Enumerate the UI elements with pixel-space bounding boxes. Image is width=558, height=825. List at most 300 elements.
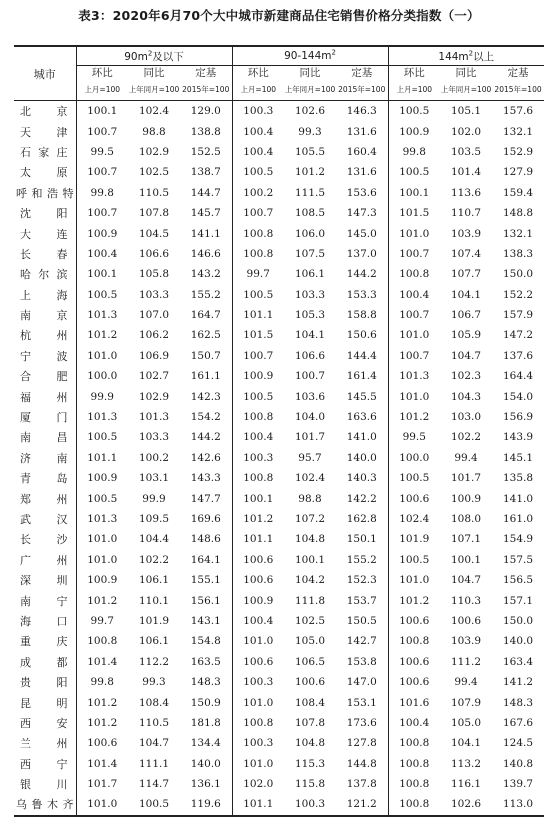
index-value-cell: 113.0 xyxy=(502,798,534,811)
index-value-cell: 142.7 xyxy=(336,631,388,651)
city-name-cell: 福州 xyxy=(14,386,76,406)
index-value-cell: 100.6 xyxy=(450,614,482,627)
sub-header-fixed: 定基 xyxy=(336,66,388,81)
index-value-cell: 143.9 xyxy=(502,431,534,444)
city-name-cell: 沈阳 xyxy=(14,203,76,223)
index-value-cell: 141.0 xyxy=(336,427,388,447)
index-value-cell: 106.6 xyxy=(138,247,170,260)
index-value-cell: 113.6 xyxy=(450,186,482,199)
city-name-cell: 银川 xyxy=(14,774,76,794)
index-value-cell: 101.1 xyxy=(243,798,274,811)
index-value-cell: 144.8 xyxy=(336,754,388,774)
index-value-cell: 100.4 xyxy=(243,125,274,138)
city-name-cell: 西宁 xyxy=(14,754,76,774)
index-value-cell: 101.0 xyxy=(87,553,118,566)
table-row xyxy=(14,611,544,631)
index-value-cell: 101.0 xyxy=(87,533,118,546)
index-value-cell: 106.2 xyxy=(138,329,170,342)
index-value-cell: 106.6 xyxy=(294,349,326,362)
index-value-cell: 157.5 xyxy=(502,553,534,566)
table-row xyxy=(14,305,544,325)
index-value-cell: 100.4 xyxy=(243,145,274,158)
index-value-cell: 107.8 xyxy=(294,716,326,729)
city-name-cell: 青岛 xyxy=(14,468,76,488)
index-value-cell: 101.3 xyxy=(87,513,118,525)
table-row xyxy=(14,692,544,712)
index-value-cell: 99.9 xyxy=(90,390,114,403)
index-value-cell: 103.3 xyxy=(138,288,170,301)
table-row xyxy=(14,244,544,264)
index-value-cell: 144.2 xyxy=(180,427,232,447)
index-value-cell: 137.0 xyxy=(336,244,388,264)
index-value-cell: 100.8 xyxy=(399,268,430,281)
city-name-cell: 太原 xyxy=(14,162,76,182)
index-value-cell: 101.0 xyxy=(399,574,430,587)
index-value-cell: 105.1 xyxy=(450,105,482,118)
index-value-cell: 104.7 xyxy=(450,349,482,362)
index-value-cell: 157.6 xyxy=(502,105,534,118)
city-name-cell: 长春 xyxy=(14,244,76,264)
index-value-cell: 153.8 xyxy=(336,652,388,672)
index-value-cell: 100.7 xyxy=(243,349,274,362)
index-value-cell: 101.2 xyxy=(87,716,118,729)
index-value-cell: 161.0 xyxy=(502,513,534,525)
index-value-cell: 163.5 xyxy=(180,652,232,672)
sub-header-fixed: 定基 xyxy=(180,66,232,81)
price-index-table xyxy=(14,45,544,817)
index-value-cell: 101.9 xyxy=(138,614,170,627)
index-value-cell: 100.9 xyxy=(87,227,118,240)
index-value-cell: 99.3 xyxy=(142,676,166,689)
group-header-90-144: $90-144m^2$ xyxy=(232,46,388,66)
index-value-cell: 115.3 xyxy=(294,757,326,770)
index-value-cell: 100.8 xyxy=(243,716,274,729)
index-value-cell: 108.0 xyxy=(450,513,482,525)
index-value-cell: 100.7 xyxy=(87,207,118,220)
index-value-cell: 105.5 xyxy=(294,145,326,158)
table-row xyxy=(14,325,544,345)
index-value-cell: 106.1 xyxy=(138,635,170,648)
index-value-cell: 140.0 xyxy=(180,754,232,774)
index-value-cell: 101.0 xyxy=(243,635,274,648)
index-value-cell: 137.8 xyxy=(336,774,388,794)
index-value-cell: 105.0 xyxy=(294,635,326,648)
index-value-cell: 100.9 xyxy=(399,125,430,138)
index-value-cell: 100.1 xyxy=(294,553,326,566)
sub-header-row xyxy=(14,66,544,81)
index-value-cell: 101.2 xyxy=(87,696,118,709)
index-value-cell: 101.4 xyxy=(87,757,118,770)
table-row xyxy=(14,162,544,182)
index-value-cell: 153.6 xyxy=(336,183,388,203)
index-value-cell: 112.2 xyxy=(138,655,170,668)
index-value-cell: 99.4 xyxy=(454,451,478,464)
index-value-cell: 115.8 xyxy=(294,778,326,791)
table-row xyxy=(14,203,544,223)
index-value-cell: 145.1 xyxy=(502,451,534,464)
index-value-cell: 154.9 xyxy=(502,533,534,546)
index-value-cell: 101.0 xyxy=(399,329,430,342)
index-value-cell: 134.4 xyxy=(180,733,232,753)
index-value-cell: 100.4 xyxy=(243,431,274,444)
city-name-cell: 广州 xyxy=(14,550,76,570)
index-value-cell: 100.1 xyxy=(87,105,118,118)
index-value-cell: 160.4 xyxy=(336,142,388,162)
index-value-cell: 101.5 xyxy=(399,207,430,220)
index-value-cell: 145.5 xyxy=(336,386,388,406)
index-value-cell: 154.2 xyxy=(180,407,232,427)
index-value-cell: 137.6 xyxy=(502,349,534,362)
index-value-cell: 132.1 xyxy=(502,125,534,138)
index-value-cell: 104.7 xyxy=(138,737,170,750)
index-value-cell: 161.1 xyxy=(180,366,232,386)
index-value-cell: 100.1 xyxy=(450,553,482,566)
index-value-cell: 156.9 xyxy=(502,411,534,424)
index-value-cell: 99.8 xyxy=(90,676,114,689)
city-name-cell: 宁波 xyxy=(14,346,76,366)
index-value-cell: 102.2 xyxy=(450,431,482,444)
index-value-cell: 150.0 xyxy=(502,268,534,281)
index-value-cell: 100.1 xyxy=(87,268,118,281)
index-value-cell: 101.3 xyxy=(87,411,118,424)
index-value-cell: 100.1 xyxy=(399,186,430,199)
index-value-cell: 104.8 xyxy=(294,533,326,546)
table-row xyxy=(14,448,544,468)
index-value-cell: 99.3 xyxy=(298,125,322,138)
index-value-cell: 107.1 xyxy=(450,533,482,546)
index-value-cell: 100.8 xyxy=(243,411,274,424)
index-value-cell: 101.2 xyxy=(294,166,326,179)
city-name-cell: 深圳 xyxy=(14,570,76,590)
index-value-cell: 100.8 xyxy=(399,778,430,791)
index-value-cell: 99.5 xyxy=(90,145,114,158)
sub-header-yoy: 同比 xyxy=(143,67,165,79)
index-value-cell: 99.9 xyxy=(142,492,166,505)
index-value-cell: 100.9 xyxy=(87,574,118,587)
index-value-cell: 152.3 xyxy=(336,570,388,590)
index-value-cell: 110.7 xyxy=(450,207,482,220)
base-label-mom: 上月=100 xyxy=(388,80,440,101)
city-name-cell: 西安 xyxy=(14,713,76,733)
index-value-cell: 104.0 xyxy=(294,411,326,424)
index-value-cell: 110.1 xyxy=(138,594,170,607)
index-value-cell: 114.7 xyxy=(138,778,170,791)
index-value-cell: 106.0 xyxy=(294,227,326,240)
city-name-cell: 厦门 xyxy=(14,407,76,427)
index-value-cell: 100.5 xyxy=(399,553,430,566)
index-value-cell: 145.7 xyxy=(180,203,232,223)
index-value-cell: 148.3 xyxy=(180,672,232,692)
index-value-cell: 132.1 xyxy=(502,227,534,240)
table-row xyxy=(14,101,544,122)
index-value-cell: 102.9 xyxy=(138,390,170,403)
index-value-cell: 150.6 xyxy=(336,325,388,345)
index-value-cell: 102.6 xyxy=(294,105,326,118)
table-row xyxy=(14,509,544,529)
index-value-cell: 100.0 xyxy=(399,451,430,464)
index-value-cell: 144.4 xyxy=(336,346,388,366)
index-value-cell: 102.2 xyxy=(138,553,170,566)
index-value-cell: 147.7 xyxy=(180,488,232,508)
table-row xyxy=(14,794,544,815)
index-value-cell: 100.7 xyxy=(399,349,430,362)
index-value-cell: 103.1 xyxy=(138,472,170,485)
index-value-cell: 101.7 xyxy=(450,472,482,485)
index-value-cell: 111.1 xyxy=(138,757,170,770)
table-row xyxy=(14,264,544,284)
index-value-cell: 110.3 xyxy=(450,594,482,607)
table-row xyxy=(14,550,544,570)
index-value-cell: 100.6 xyxy=(399,492,430,505)
index-value-cell: 102.4 xyxy=(138,105,170,118)
city-name-cell: 石家庄 xyxy=(14,142,76,162)
index-value-cell: 107.2 xyxy=(294,513,326,525)
index-value-cell: 102.0 xyxy=(243,778,274,791)
city-column-header: 城市 xyxy=(14,46,76,101)
group-header-under-90: $90m^2$及以下 xyxy=(76,46,232,66)
index-value-cell: 100.9 xyxy=(243,594,274,607)
index-value-cell: 101.7 xyxy=(87,778,118,791)
index-value-cell: 144.2 xyxy=(336,264,388,284)
city-name-cell: 南京 xyxy=(14,305,76,325)
city-name-cell: 南宁 xyxy=(14,590,76,610)
index-value-cell: 136.1 xyxy=(180,774,232,794)
index-value-cell: 148.3 xyxy=(502,696,534,709)
index-value-cell: 152.9 xyxy=(502,145,534,158)
city-name-cell: 长沙 xyxy=(14,529,76,549)
sub-header-yoy: 同比 xyxy=(299,67,321,79)
index-value-cell: 142.2 xyxy=(336,488,388,508)
index-value-cell: 135.8 xyxy=(502,472,534,485)
index-value-cell: 101.1 xyxy=(87,451,118,464)
index-value-cell: 140.0 xyxy=(502,635,534,648)
index-value-cell: 144.7 xyxy=(180,183,232,203)
index-value-cell: 102.7 xyxy=(138,370,170,383)
index-value-cell: 100.8 xyxy=(243,472,274,485)
base-label-yoy: 上年同月=100 xyxy=(128,80,180,101)
table-row xyxy=(14,529,544,549)
index-value-cell: 147.3 xyxy=(336,203,388,223)
city-name-cell: 重庆 xyxy=(14,631,76,651)
index-value-cell: 100.5 xyxy=(138,798,170,811)
city-name-cell: 海口 xyxy=(14,611,76,631)
table-row xyxy=(14,570,544,590)
index-value-cell: 111.8 xyxy=(294,594,326,607)
index-value-cell: 100.3 xyxy=(243,105,274,118)
table-body xyxy=(14,101,544,816)
index-value-cell: 102.6 xyxy=(450,798,482,811)
index-value-cell: 104.7 xyxy=(450,574,482,587)
index-value-cell: 150.1 xyxy=(336,529,388,549)
index-value-cell: 106.5 xyxy=(294,655,326,668)
index-value-cell: 101.3 xyxy=(87,309,118,322)
index-value-cell: 106.1 xyxy=(294,268,326,281)
index-value-cell: 108.4 xyxy=(138,696,170,709)
index-value-cell: 100.4 xyxy=(87,247,118,260)
table-row xyxy=(14,652,544,672)
index-value-cell: 101.0 xyxy=(399,390,430,403)
index-value-cell: 167.6 xyxy=(502,716,534,729)
table-row xyxy=(14,672,544,692)
index-value-cell: 100.3 xyxy=(243,737,274,750)
index-value-cell: 100.6 xyxy=(294,676,326,689)
sub-header-mom: 环比 xyxy=(403,67,425,79)
index-value-cell: 100.7 xyxy=(294,370,326,383)
table-header xyxy=(14,46,544,101)
index-value-cell: 152.2 xyxy=(502,288,534,301)
base-label-mom: 上月=100 xyxy=(76,80,128,101)
base-label-fixed: 2015年=100 xyxy=(180,80,232,101)
index-value-cell: 143.3 xyxy=(180,468,232,488)
index-value-cell: 150.7 xyxy=(180,346,232,366)
table-row xyxy=(14,631,544,651)
index-value-cell: 146.3 xyxy=(336,101,388,122)
base-header-row xyxy=(14,80,544,101)
index-value-cell: 150.0 xyxy=(502,614,534,627)
index-value-cell: 146.6 xyxy=(180,244,232,264)
index-value-cell: 100.4 xyxy=(399,288,430,301)
index-value-cell: 155.2 xyxy=(180,285,232,305)
index-value-cell: 101.1 xyxy=(243,533,274,546)
index-value-cell: 100.8 xyxy=(87,635,118,648)
index-value-cell: 164.4 xyxy=(502,370,534,383)
table-title: 表3：2020年6月70个大中城市新建商品住宅销售价格分类指数（一） xyxy=(78,8,480,23)
table-row xyxy=(14,407,544,427)
index-value-cell: 111.2 xyxy=(450,655,482,668)
index-value-cell: 100.9 xyxy=(243,370,274,383)
index-value-cell: 145.0 xyxy=(336,223,388,243)
table-row xyxy=(14,774,544,794)
index-value-cell: 107.0 xyxy=(138,309,170,322)
index-value-cell: 140.0 xyxy=(336,448,388,468)
index-value-cell: 104.1 xyxy=(450,737,482,750)
index-value-cell: 127.9 xyxy=(502,166,534,179)
index-value-cell: 100.6 xyxy=(243,553,274,566)
index-value-cell: 101.0 xyxy=(399,227,430,240)
index-value-cell: 103.3 xyxy=(138,431,170,444)
index-value-cell: 104.4 xyxy=(138,533,170,546)
index-value-cell: 169.6 xyxy=(180,509,232,529)
city-name-cell: 兰州 xyxy=(14,733,76,753)
index-value-cell: 102.4 xyxy=(294,472,326,485)
city-name-cell: 昆明 xyxy=(14,692,76,712)
index-value-cell: 100.5 xyxy=(243,390,274,403)
group-header-over-144: $144m^2$以上 xyxy=(388,46,544,66)
city-name-cell: 上海 xyxy=(14,285,76,305)
index-value-cell: 95.7 xyxy=(298,451,322,464)
base-label-fixed: 2015年=100 xyxy=(492,80,544,101)
index-value-cell: 100.7 xyxy=(87,125,118,138)
index-value-cell: 99.8 xyxy=(402,145,426,158)
index-value-cell: 100.7 xyxy=(243,207,274,220)
index-value-cell: 100.5 xyxy=(87,431,118,444)
index-value-cell: 113.2 xyxy=(450,757,482,770)
index-value-cell: 163.4 xyxy=(502,655,534,668)
city-name-cell: 郑州 xyxy=(14,488,76,508)
index-value-cell: 138.8 xyxy=(180,121,232,141)
table-row xyxy=(14,223,544,243)
sub-header-yoy: 同比 xyxy=(455,67,477,79)
index-value-cell: 102.5 xyxy=(138,166,170,179)
city-name-cell: 成都 xyxy=(14,652,76,672)
index-value-cell: 181.8 xyxy=(180,713,232,733)
index-value-cell: 164.1 xyxy=(180,550,232,570)
index-value-cell: 103.3 xyxy=(294,288,326,301)
index-value-cell: 111.5 xyxy=(294,186,326,199)
index-value-cell: 155.2 xyxy=(336,550,388,570)
index-value-cell: 100.6 xyxy=(399,614,430,627)
base-label-mom: 上月=100 xyxy=(232,80,284,101)
index-value-cell: 104.2 xyxy=(294,574,326,587)
index-value-cell: 101.2 xyxy=(87,329,118,342)
index-value-cell: 141.2 xyxy=(502,676,534,689)
index-value-cell: 142.6 xyxy=(180,448,232,468)
index-value-cell: 162.8 xyxy=(336,509,388,529)
index-value-cell: 138.7 xyxy=(180,162,232,182)
index-value-cell: 100.9 xyxy=(450,492,482,505)
city-name-cell: 南昌 xyxy=(14,427,76,447)
index-value-cell: 101.2 xyxy=(243,513,274,525)
table-row xyxy=(14,386,544,406)
index-value-cell: 103.5 xyxy=(450,145,482,158)
index-value-cell: 150.9 xyxy=(180,692,232,712)
table-row xyxy=(14,427,544,447)
city-name-cell: 济南 xyxy=(14,448,76,468)
index-value-cell: 100.4 xyxy=(399,716,430,729)
index-value-cell: 100.2 xyxy=(243,186,274,199)
index-value-cell: 142.3 xyxy=(180,386,232,406)
base-label-yoy: 上年同月=100 xyxy=(284,80,336,101)
index-value-cell: 101.0 xyxy=(243,696,274,709)
index-value-cell: 101.0 xyxy=(87,349,118,362)
table-row xyxy=(14,346,544,366)
index-value-cell: 102.4 xyxy=(399,513,430,525)
index-value-cell: 104.5 xyxy=(138,227,170,240)
index-value-cell: 127.8 xyxy=(336,733,388,753)
index-value-cell: 99.7 xyxy=(90,614,114,627)
city-name-cell: 大连 xyxy=(14,223,76,243)
index-value-cell: 102.0 xyxy=(450,125,482,138)
index-value-cell: 100.2 xyxy=(138,451,170,464)
index-value-cell: 119.6 xyxy=(180,794,232,815)
index-value-cell: 100.5 xyxy=(399,472,430,485)
index-value-cell: 104.1 xyxy=(450,288,482,301)
index-value-cell: 107.8 xyxy=(138,207,170,220)
index-value-cell: 131.6 xyxy=(336,162,388,182)
index-value-cell: 100.3 xyxy=(243,451,274,464)
index-value-cell: 100.6 xyxy=(87,737,118,750)
index-value-cell: 104.8 xyxy=(294,737,326,750)
index-value-cell: 100.8 xyxy=(399,757,430,770)
base-label-fixed: 2015年=100 xyxy=(336,80,388,101)
city-name-cell: 合肥 xyxy=(14,366,76,386)
index-value-cell: 100.6 xyxy=(243,574,274,587)
index-value-cell: 143.1 xyxy=(180,611,232,631)
table-row xyxy=(14,366,544,386)
index-value-cell: 101.4 xyxy=(450,166,482,179)
index-value-cell: 107.9 xyxy=(450,696,482,709)
index-value-cell: 99.7 xyxy=(246,268,270,281)
index-value-cell: 102.3 xyxy=(450,370,482,383)
sub-header-fixed: 定基 xyxy=(507,67,529,79)
index-value-cell: 101.0 xyxy=(243,757,274,770)
index-value-cell: 124.5 xyxy=(502,737,534,750)
index-value-cell: 100.8 xyxy=(243,227,274,240)
index-value-cell: 100.3 xyxy=(294,798,326,811)
index-value-cell: 100.4 xyxy=(243,614,274,627)
index-value-cell: 103.9 xyxy=(450,635,482,648)
index-value-cell: 157.1 xyxy=(502,594,534,607)
